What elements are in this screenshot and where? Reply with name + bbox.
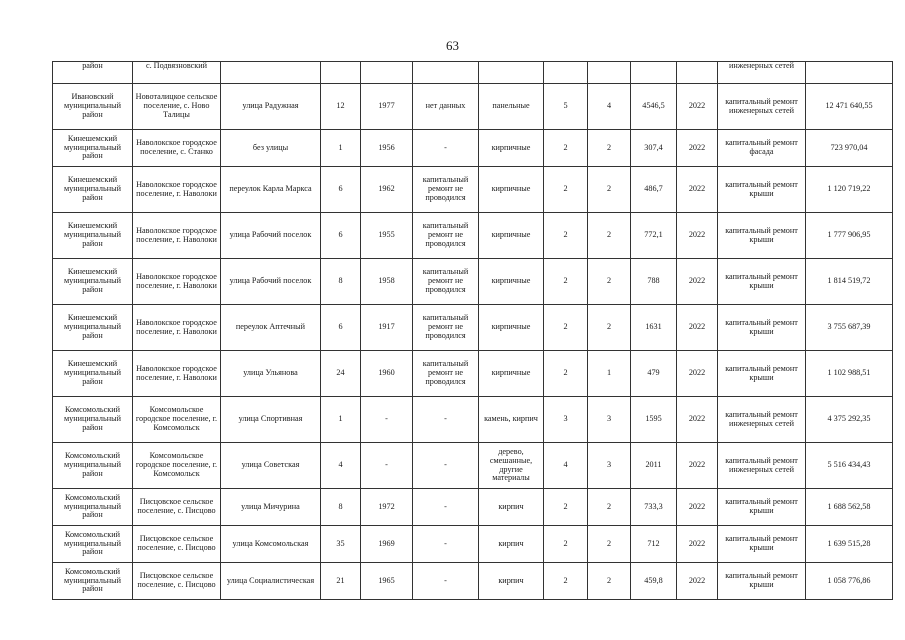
plan-year-cell: 2022 [677, 443, 718, 489]
work-type-cell: капитальный ремонт инженерных сетей [718, 84, 806, 130]
work-type-cell: капитальный ремонт крыши [718, 526, 806, 563]
wall-material-cell: камень, кирпич [479, 397, 544, 443]
entrances-cell [588, 62, 631, 84]
build-year-cell: - [361, 397, 413, 443]
settlement-cell: Комсомольское городское поселение, г. Комсомольск [133, 397, 221, 443]
plan-year-cell: 2022 [677, 397, 718, 443]
settlement-cell: Наволокское городское поселение, г. Наволоки [133, 259, 221, 305]
cost-cell: 1 814 519,72 [806, 259, 893, 305]
settlement-cell: с. Подвязновский [133, 62, 221, 84]
table-row [53, 130, 893, 167]
house-number-cell: 4 [321, 443, 361, 489]
work-type-cell: капитальный ремонт крыши [718, 167, 806, 213]
wall-material-cell: кирпичные [479, 167, 544, 213]
floors-cell: 2 [544, 130, 588, 167]
floors-cell: 2 [544, 489, 588, 526]
district-cell: Кинешемский муниципальный район [53, 305, 133, 351]
area-cell: 459,8 [631, 563, 677, 600]
entrances-cell: 1 [588, 351, 631, 397]
plan-year-cell: 2022 [677, 213, 718, 259]
plan-year-cell: 2022 [677, 526, 718, 563]
area-cell: 486,7 [631, 167, 677, 213]
last-repair-cell [413, 62, 479, 84]
district-cell: Кинешемский муниципальный район [53, 213, 133, 259]
street-cell [221, 62, 321, 84]
wall-material-cell: кирпичные [479, 213, 544, 259]
cost-cell: 4 375 292,35 [806, 397, 893, 443]
build-year-cell: 1960 [361, 351, 413, 397]
house-number-cell [321, 62, 361, 84]
settlement-cell: Комсомольское городское поселение, г. Комсомольск [133, 443, 221, 489]
floors-cell: 2 [544, 259, 588, 305]
settlement-cell: Наволокское городское поселение, г. Наволоки [133, 213, 221, 259]
house-number-cell: 1 [321, 397, 361, 443]
cost-cell: 1 639 515,28 [806, 526, 893, 563]
area-cell [631, 62, 677, 84]
table-row [53, 443, 893, 489]
work-type-cell: капитальный ремонт инженерных сетей [718, 443, 806, 489]
floors-cell: 2 [544, 167, 588, 213]
street-cell: улица Рабочий поселок [221, 213, 321, 259]
house-number-cell: 24 [321, 351, 361, 397]
settlement-cell: Писцовское сельское поселение, с. Писцово [133, 489, 221, 526]
table-row [53, 563, 893, 600]
last-repair-cell: - [413, 397, 479, 443]
area-cell: 4546,5 [631, 84, 677, 130]
street-cell: улица Ульянова [221, 351, 321, 397]
table-body [53, 62, 893, 600]
cost-cell: 1 777 906,95 [806, 213, 893, 259]
cost-cell: 1 102 988,51 [806, 351, 893, 397]
table-row [53, 84, 893, 130]
last-repair-cell: - [413, 443, 479, 489]
cost-cell: 723 970,04 [806, 130, 893, 167]
floors-cell: 4 [544, 443, 588, 489]
wall-material-cell: панельные [479, 84, 544, 130]
plan-year-cell: 2022 [677, 489, 718, 526]
entrances-cell: 2 [588, 213, 631, 259]
street-cell: улица Радужная [221, 84, 321, 130]
plan-year-cell: 2022 [677, 563, 718, 600]
table-row [53, 305, 893, 351]
area-cell: 307,4 [631, 130, 677, 167]
area-cell: 733,3 [631, 489, 677, 526]
cost-cell [806, 62, 893, 84]
entrances-cell: 2 [588, 563, 631, 600]
district-cell: Кинешемский муниципальный район [53, 167, 133, 213]
work-type-cell: капитальный ремонт крыши [718, 351, 806, 397]
street-cell: улица Комсомольская [221, 526, 321, 563]
plan-year-cell: 2022 [677, 305, 718, 351]
last-repair-cell: нет данных [413, 84, 479, 130]
street-cell: улица Советская [221, 443, 321, 489]
last-repair-cell: капитальный ремонт не проводился [413, 213, 479, 259]
build-year-cell: 1972 [361, 489, 413, 526]
house-number-cell: 8 [321, 259, 361, 305]
house-number-cell: 6 [321, 305, 361, 351]
entrances-cell: 2 [588, 259, 631, 305]
entrances-cell: 2 [588, 167, 631, 213]
table-row [53, 213, 893, 259]
plan-year-cell: 2022 [677, 259, 718, 305]
work-type-cell: капитальный ремонт крыши [718, 259, 806, 305]
district-cell: Кинешемский муниципальный район [53, 130, 133, 167]
build-year-cell: 1917 [361, 305, 413, 351]
last-repair-cell: капитальный ремонт не проводился [413, 351, 479, 397]
house-number-cell: 6 [321, 213, 361, 259]
street-cell: без улицы [221, 130, 321, 167]
table-row [53, 351, 893, 397]
street-cell: улица Социалистическая [221, 563, 321, 600]
build-year-cell: 1962 [361, 167, 413, 213]
work-type-cell: капитальный ремонт крыши [718, 305, 806, 351]
settlement-cell: Наволокское городское поселение, г. Наволоки [133, 305, 221, 351]
entrances-cell: 3 [588, 443, 631, 489]
build-year-cell: 1965 [361, 563, 413, 600]
build-year-cell [361, 62, 413, 84]
last-repair-cell: - [413, 489, 479, 526]
entrances-cell: 2 [588, 305, 631, 351]
area-cell: 479 [631, 351, 677, 397]
cost-cell: 1 688 562,58 [806, 489, 893, 526]
district-cell: Кинешемский муниципальный район [53, 259, 133, 305]
cost-cell: 12 471 640,55 [806, 84, 893, 130]
wall-material-cell: кирпич [479, 489, 544, 526]
table-row [53, 397, 893, 443]
area-cell: 772,1 [631, 213, 677, 259]
house-number-cell: 21 [321, 563, 361, 600]
plan-year-cell: 2022 [677, 130, 718, 167]
work-type-cell: инженерных сетей [718, 62, 806, 84]
house-number-cell: 6 [321, 167, 361, 213]
district-cell: Комсомольский муниципальный район [53, 526, 133, 563]
plan-year-cell [677, 62, 718, 84]
work-type-cell: капитальный ремонт инженерных сетей [718, 397, 806, 443]
wall-material-cell: кирпичные [479, 351, 544, 397]
area-cell: 1595 [631, 397, 677, 443]
district-cell: Комсомольский муниципальный район [53, 563, 133, 600]
entrances-cell: 3 [588, 397, 631, 443]
settlement-cell: Писцовское сельское поселение, с. Писцово [133, 526, 221, 563]
cost-cell: 1 120 719,22 [806, 167, 893, 213]
wall-material-cell: кирпичные [479, 130, 544, 167]
table-row [53, 526, 893, 563]
district-cell: Ивановский муниципальный район [53, 84, 133, 130]
build-year-cell: 1977 [361, 84, 413, 130]
house-number-cell: 35 [321, 526, 361, 563]
table-row [53, 259, 893, 305]
floors-cell: 5 [544, 84, 588, 130]
work-type-cell: капитальный ремонт крыши [718, 213, 806, 259]
house-number-cell: 12 [321, 84, 361, 130]
build-year-cell: 1969 [361, 526, 413, 563]
floors-cell: 2 [544, 351, 588, 397]
wall-material-cell [479, 62, 544, 84]
cost-cell: 3 755 687,39 [806, 305, 893, 351]
table-row [53, 62, 893, 84]
plan-year-cell: 2022 [677, 84, 718, 130]
wall-material-cell: кирпичные [479, 305, 544, 351]
settlement-cell: Новоталицкое сельское поселение, с. Ново Талицы [133, 84, 221, 130]
cost-cell: 5 516 434,43 [806, 443, 893, 489]
last-repair-cell: - [413, 526, 479, 563]
entrances-cell: 2 [588, 489, 631, 526]
settlement-cell: Наволокское городское поселение, г. Наволоки [133, 167, 221, 213]
district-cell: Комсомольский муниципальный район [53, 489, 133, 526]
street-cell: улица Мичурина [221, 489, 321, 526]
settlement-cell: Наволокское городское поселение, г. Наволоки [133, 351, 221, 397]
last-repair-cell: - [413, 563, 479, 600]
wall-material-cell: кирпич [479, 563, 544, 600]
build-year-cell: - [361, 443, 413, 489]
plan-year-cell: 2022 [677, 167, 718, 213]
page-number: 63 [446, 38, 459, 53]
district-cell: Комсомольский муниципальный район [53, 443, 133, 489]
district-cell: Комсомольский муниципальный район [53, 397, 133, 443]
house-number-cell: 1 [321, 130, 361, 167]
entrances-cell: 2 [588, 130, 631, 167]
housing-repair-table [52, 61, 893, 600]
work-type-cell: капитальный ремонт фасада [718, 130, 806, 167]
wall-material-cell: кирпичные [479, 259, 544, 305]
street-cell: переулок Аптечный [221, 305, 321, 351]
work-type-cell: капитальный ремонт крыши [718, 489, 806, 526]
build-year-cell: 1956 [361, 130, 413, 167]
floors-cell: 2 [544, 563, 588, 600]
street-cell: переулок Карла Маркса [221, 167, 321, 213]
street-cell: улица Спортивная [221, 397, 321, 443]
build-year-cell: 1958 [361, 259, 413, 305]
settlement-cell: Писцовское сельское поселение, с. Писцово [133, 563, 221, 600]
area-cell: 2011 [631, 443, 677, 489]
entrances-cell: 2 [588, 526, 631, 563]
district-cell: Кинешемский муниципальный район [53, 351, 133, 397]
area-cell: 712 [631, 526, 677, 563]
work-type-cell: капитальный ремонт крыши [718, 563, 806, 600]
floors-cell [544, 62, 588, 84]
last-repair-cell: капитальный ремонт не проводился [413, 305, 479, 351]
house-number-cell: 8 [321, 489, 361, 526]
table-row [53, 167, 893, 213]
last-repair-cell: капитальный ремонт не проводился [413, 167, 479, 213]
area-cell: 788 [631, 259, 677, 305]
settlement-cell: Наволокское городское поселение, с. Станко [133, 130, 221, 167]
district-cell: район [53, 62, 133, 84]
floors-cell: 2 [544, 526, 588, 563]
floors-cell: 2 [544, 305, 588, 351]
last-repair-cell: - [413, 130, 479, 167]
wall-material-cell: дерево, смешанные, другие материалы [479, 443, 544, 489]
plan-year-cell: 2022 [677, 351, 718, 397]
wall-material-cell: кирпич [479, 526, 544, 563]
area-cell: 1631 [631, 305, 677, 351]
table-row [53, 489, 893, 526]
street-cell: улица Рабочий поселок [221, 259, 321, 305]
cost-cell: 1 058 776,86 [806, 563, 893, 600]
floors-cell: 3 [544, 397, 588, 443]
build-year-cell: 1955 [361, 213, 413, 259]
entrances-cell: 4 [588, 84, 631, 130]
floors-cell: 2 [544, 213, 588, 259]
last-repair-cell: капитальный ремонт не проводился [413, 259, 479, 305]
